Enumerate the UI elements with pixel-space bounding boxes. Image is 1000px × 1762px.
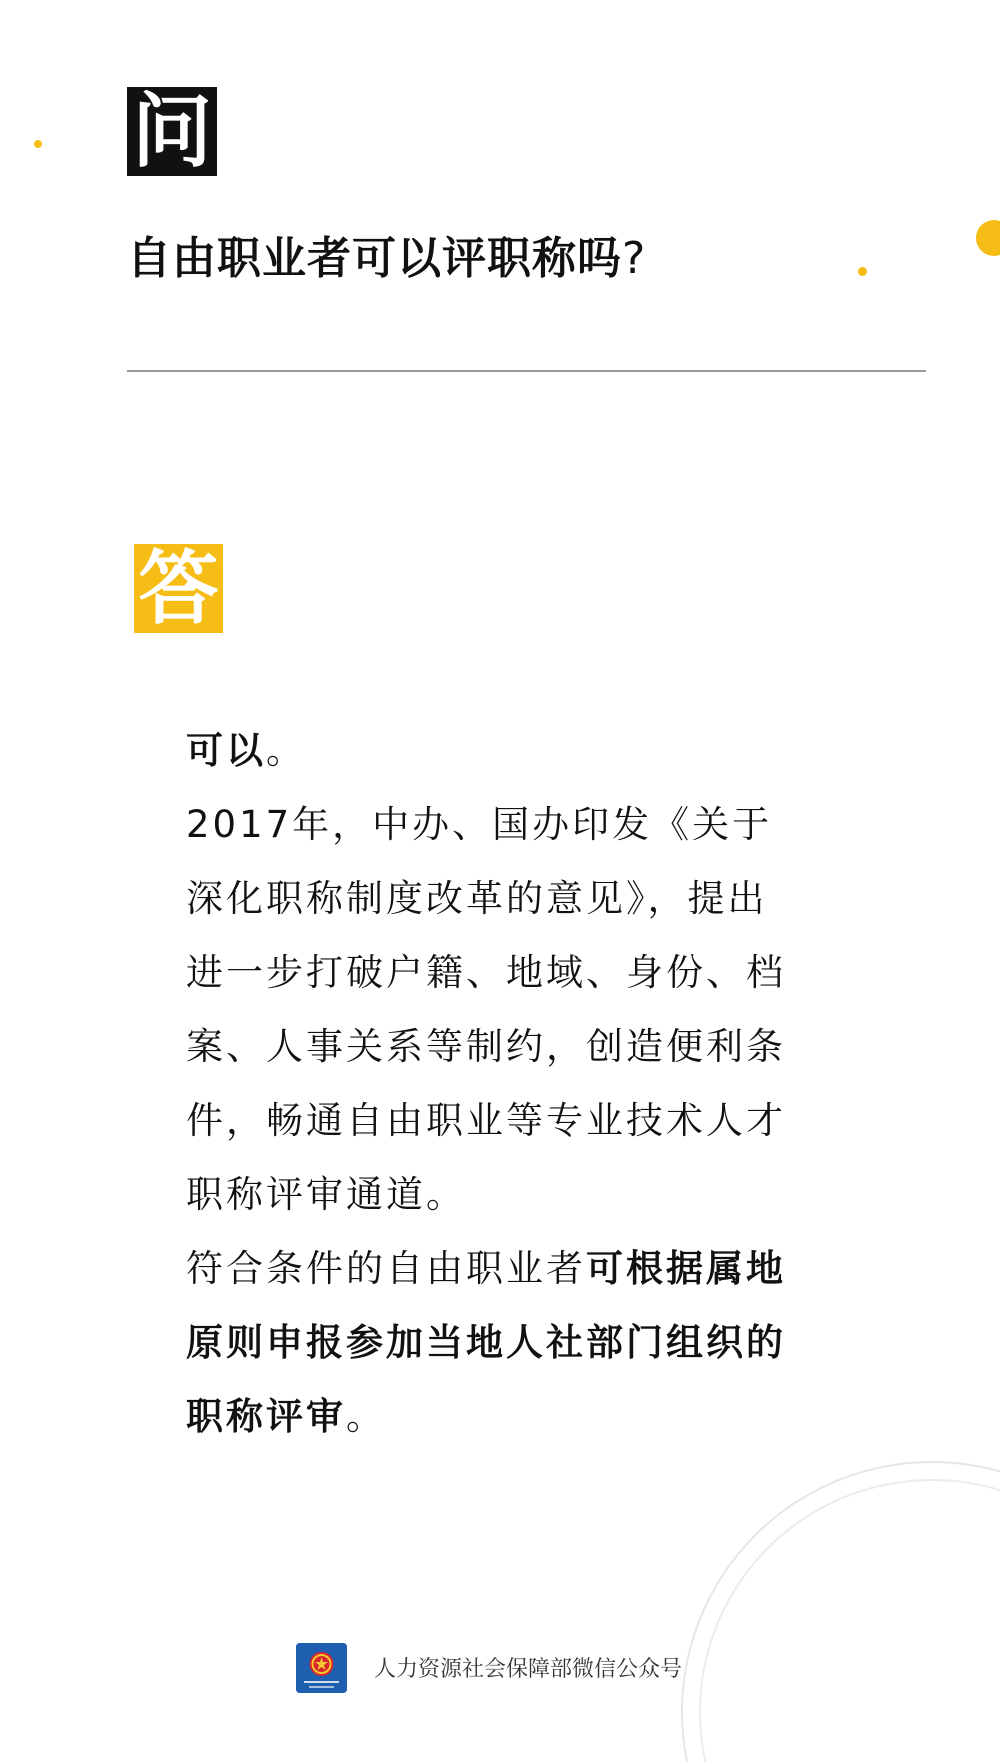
question-heading-char: 问: [127, 87, 217, 176]
question-mark: ?: [622, 233, 647, 284]
answer-p3-normal: 符合条件的自由职业者: [186, 1247, 586, 1290]
answer-paragraph-2: 2017年，中办、国办印发《关于深化职称制度改革的意见》，提出进一步打破户籍、地域、身份、档案、人事关系等制约，创造便利条件，畅通自由职业等专业技术人才职称评审通道。: [186, 803, 786, 1216]
ring-inner: [700, 1480, 1000, 1762]
answer-p3-end: 。: [346, 1395, 386, 1438]
national-emblem-icon: [296, 1643, 347, 1693]
answer-heading-char: 答: [134, 544, 223, 633]
footer-text: 人力资源社会保障部微信公众号: [374, 1657, 683, 1682]
answer-p1-bold: 可以: [186, 729, 266, 772]
question-text: 自由职业者可以评职称吗: [127, 233, 622, 284]
answer-p1-end: 。: [266, 729, 306, 772]
ring-outer: [682, 1462, 1000, 1762]
answer-p3-bold: 可根据属地原则申报参加当地人社部门组织的职称评审: [186, 1247, 786, 1438]
